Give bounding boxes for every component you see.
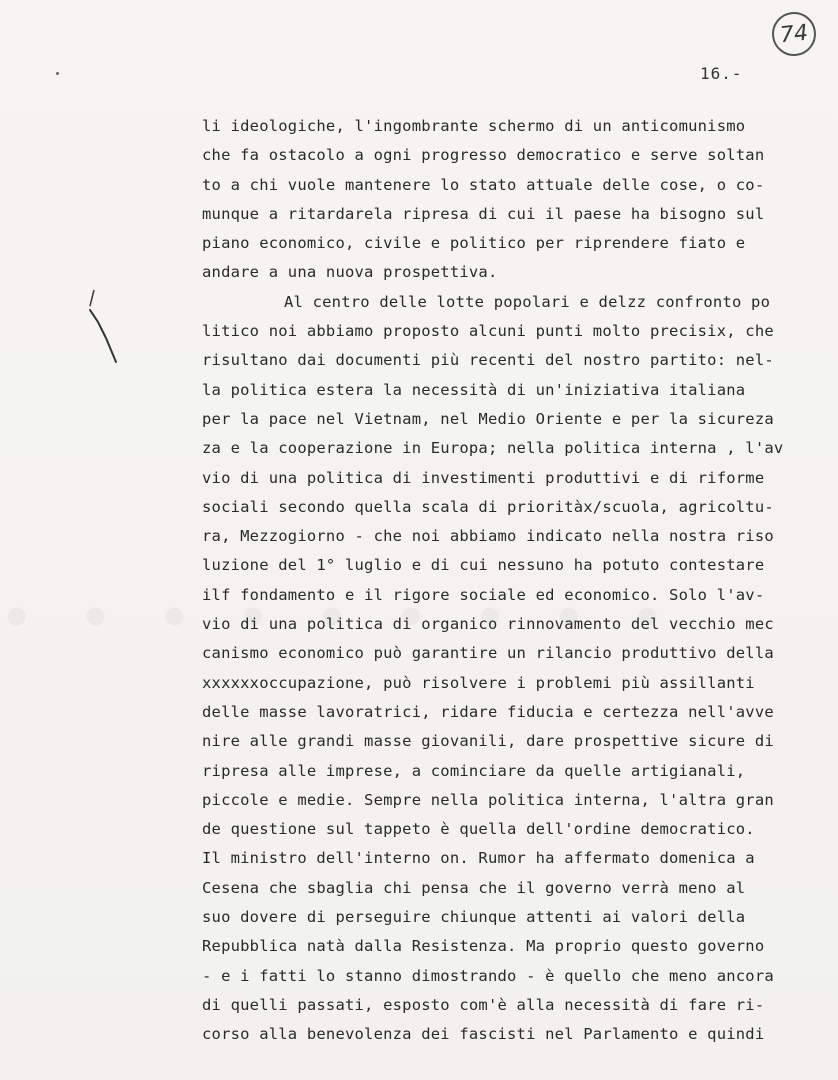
text-line: andare a una nuova prospettiva. xyxy=(202,263,498,282)
text-line: de questione sul tappeto è quella dell'ordine democratico. xyxy=(202,820,755,839)
text-line: delle masse lavoratrici, ridare fiducia e certezza nell'avve xyxy=(202,702,774,721)
text-line: per la pace nel Vietnam, nel Medio Oriente e per la sicureza xyxy=(202,409,774,428)
paragraph-start-line: Al centro delle lotte popolari e delzz confronto po xyxy=(284,292,771,311)
text-line: sociali secondo quella scala di prioritàx/scuola, agricoltu- xyxy=(202,497,774,516)
text-line: Il ministro dell'interno on. Rumor ha affermato domenica a xyxy=(202,849,755,868)
text-line: to a chi vuole mantenere lo stato attuale delle cose, o co- xyxy=(202,175,765,194)
text-line: litico noi abbiamo proposto alcuni punti molto precisix, che xyxy=(202,322,774,341)
text-line: luzione del 1° luglio e di cui nessuno ha potuto contestare xyxy=(202,556,765,575)
text-line: za e la cooperazione in Europa; nella politica interna , l'av xyxy=(202,439,784,458)
text-line: ilf fondamento e il rigore sociale ed economico. Solo l'av- xyxy=(202,585,765,604)
text-line: suo dovere di perseguire chiunque attenti ai valori della xyxy=(202,908,746,927)
text-line: xxxxxxoccupazione, può risolvere i problemi più assillanti xyxy=(202,673,755,692)
archive-stamp: 74 xyxy=(770,10,818,58)
text-line: piano economico, civile e politico per riprendere fiato e xyxy=(202,234,746,253)
body-text xyxy=(202,112,812,1050)
text-line: risultano dai documenti più recenti del nostro partito: nel- xyxy=(202,351,774,370)
text-line: corso alla benevolenza dei fascisti nel Parlamento e quindi xyxy=(202,1025,765,1044)
text-line: munque a ritardarela ripresa di cui il paese ha bisogno sul xyxy=(202,204,765,223)
text-line: vio di una politica di investimenti produttivi e di riforme xyxy=(202,468,765,487)
ink-speck xyxy=(56,72,59,75)
text-line: Cesena che sbaglia chi pensa che il governo verrà meno al xyxy=(202,878,746,897)
text-line: Repubblica natà dalla Resistenza. Ma proprio questo governo xyxy=(202,937,765,956)
text-line: ra, Mezzogiorno - che noi abbiamo indicato nella nostra riso xyxy=(202,527,774,546)
margin-pencil-mark xyxy=(84,288,124,368)
text-line: che fa ostacolo a ogni progresso democratico e serve soltan xyxy=(202,146,765,165)
text-line: - e i fatti lo stanno dimostrando - è quello che meno ancora xyxy=(202,966,774,985)
text-line: canismo economico può garantire un rilancio produttivo della xyxy=(202,644,774,663)
text-line: piccole e medie. Sempre nella politica interna, l'altra gran xyxy=(202,790,774,809)
text-line: vio di una politica di organico rinnovamento del vecchio mec xyxy=(202,615,774,634)
text-line: ripresa alle imprese, a cominciare da quelle artigianali, xyxy=(202,761,746,780)
text-line: la politica estera la necessità di un'iniziativa italiana xyxy=(202,380,746,399)
text-line: nire alle grandi masse giovanili, dare prospettive sicure di xyxy=(202,732,774,751)
text-line: di quelli passati, esposto com'è alla necessità di fare ri- xyxy=(202,995,765,1014)
text-line: li ideologiche, l'ingombrante schermo di un anticomunismo xyxy=(202,117,746,135)
page-number: 16.- xyxy=(700,64,743,83)
